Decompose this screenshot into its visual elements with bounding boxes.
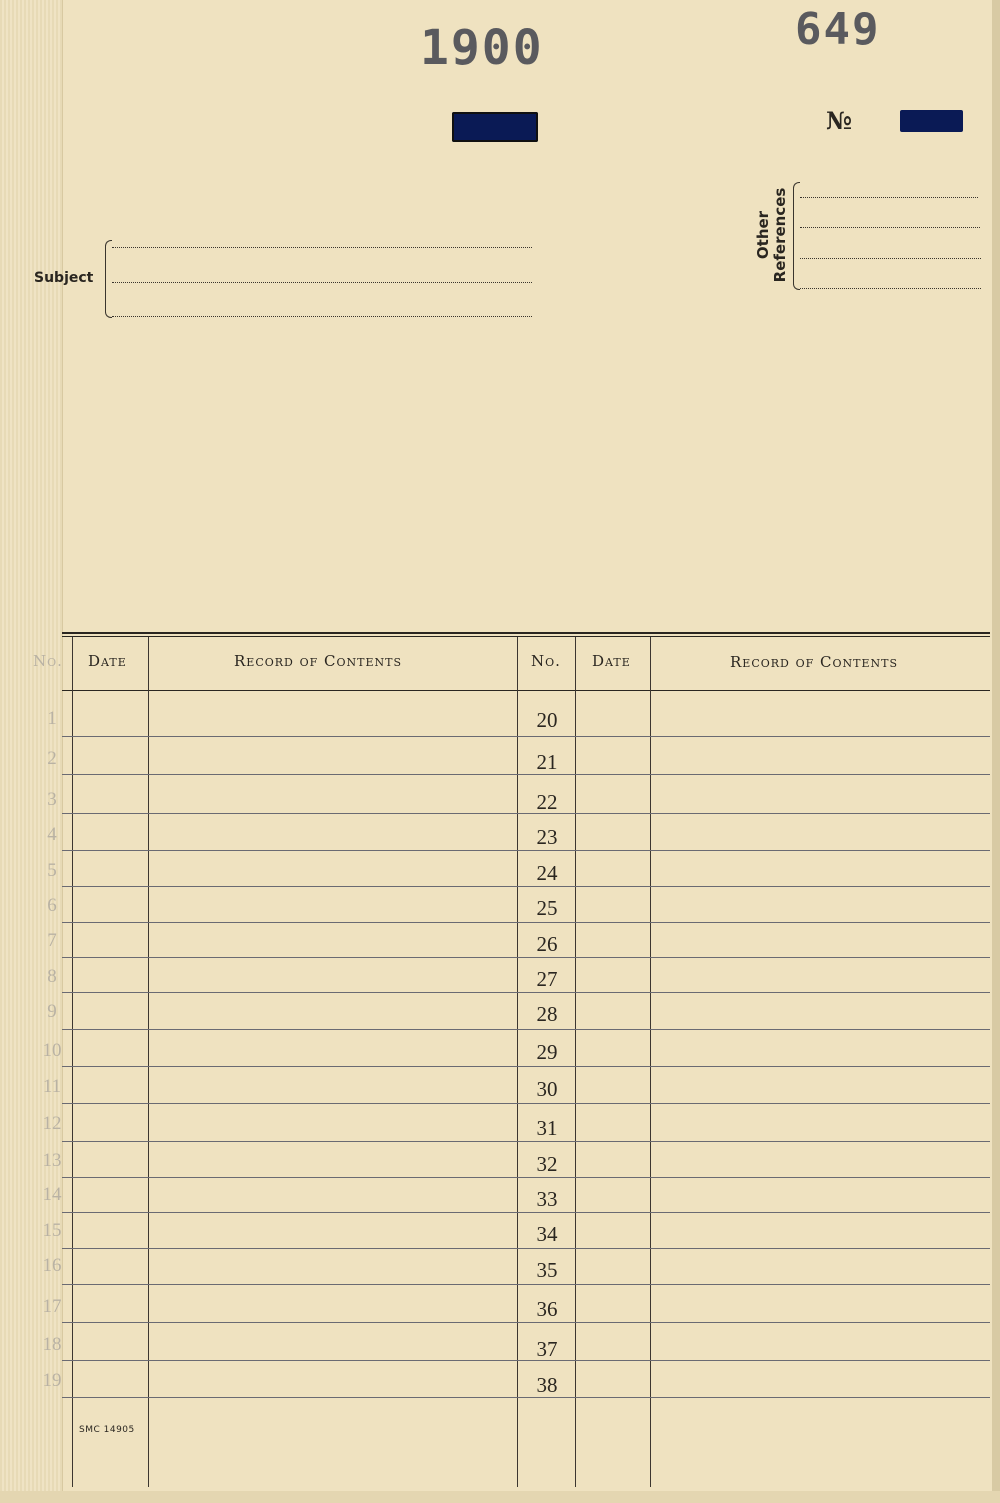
- row-number-right: 34: [536, 1222, 558, 1246]
- row-number-left: 12: [42, 1113, 62, 1134]
- table-row: [62, 1141, 990, 1142]
- other-references-label: [755, 180, 789, 290]
- row-number-right: 20: [536, 708, 558, 732]
- other-references-line2: References: [771, 187, 789, 283]
- redaction-mark: [452, 112, 538, 142]
- table-row: [62, 1284, 990, 1285]
- table-row: [62, 886, 990, 887]
- subject-line[interactable]: [112, 282, 532, 283]
- table-row: [62, 1103, 990, 1104]
- row-number-right: 22: [536, 790, 558, 814]
- row-number-right: 23: [536, 825, 558, 849]
- header-record-right: Record of Contents: [730, 653, 899, 671]
- row-number-right: 21: [536, 750, 558, 774]
- other-references-line[interactable]: [800, 197, 978, 198]
- row-number-right: 33: [536, 1187, 558, 1211]
- table-row: [62, 1177, 990, 1178]
- row-number-right: 25: [536, 896, 558, 920]
- row-number-left: 10: [42, 1040, 62, 1061]
- row-number-right: 36: [536, 1297, 558, 1321]
- subject-line[interactable]: [112, 316, 532, 317]
- subject-label: Subject: [34, 270, 94, 286]
- row-number-left: 15: [42, 1220, 62, 1241]
- header-no-left: No.: [33, 652, 63, 670]
- header-no-right: No.: [531, 652, 561, 670]
- table-row: [62, 736, 990, 737]
- row-number-right: 38: [536, 1373, 558, 1397]
- table-row: [62, 922, 990, 923]
- table-top-rule: [62, 632, 990, 634]
- other-references-line1: Other: [754, 210, 772, 260]
- row-number-right: 35: [536, 1258, 558, 1282]
- row-number-right: 30: [536, 1077, 558, 1101]
- row-number-left: 8: [47, 966, 57, 987]
- table-row: [62, 850, 990, 851]
- table-row: [62, 1066, 990, 1067]
- row-number-right: 26: [536, 932, 558, 956]
- table-row: [62, 992, 990, 993]
- page-edge-right: [992, 0, 1000, 1503]
- table-row: [62, 957, 990, 958]
- table-row: [62, 1029, 990, 1030]
- table-row: [62, 1212, 990, 1213]
- subject-brace: [105, 240, 112, 318]
- row-number-right: 24: [536, 861, 558, 885]
- row-number-left: 16: [42, 1255, 62, 1276]
- row-number-right: 37: [536, 1337, 558, 1361]
- row-number-left: 2: [47, 748, 57, 769]
- table-row: [62, 1322, 990, 1323]
- header-record-left: Record of Contents: [234, 652, 403, 670]
- subject-line[interactable]: [112, 247, 532, 248]
- row-number-left: 13: [42, 1150, 62, 1171]
- row-number-right: 31: [536, 1116, 558, 1140]
- row-number-right: 28: [536, 1002, 558, 1026]
- other-references-line[interactable]: [800, 288, 981, 289]
- row-number-right: 32: [536, 1152, 558, 1176]
- table-top-rule: [62, 636, 990, 637]
- table-header-rule: [62, 690, 990, 691]
- page-edge-bottom: [0, 1491, 1000, 1503]
- row-number-left: 14: [42, 1184, 62, 1205]
- row-number-left: 4: [47, 824, 57, 845]
- header-date-right: Date: [592, 652, 631, 670]
- table-row: [62, 1248, 990, 1249]
- row-number-left: 1: [47, 708, 57, 729]
- file-number-stamp: 649: [795, 4, 881, 55]
- row-number-left: 18: [42, 1334, 62, 1355]
- row-number-left: 9: [47, 1001, 57, 1022]
- row-number-left: 11: [42, 1076, 62, 1097]
- row-number-left: 3: [47, 789, 57, 810]
- other-references-line[interactable]: [800, 258, 981, 259]
- row-number-left: 17: [42, 1296, 62, 1317]
- form-code: SMC 14905: [79, 1425, 135, 1435]
- redaction-mark: [900, 110, 963, 132]
- row-number-left: 19: [42, 1370, 62, 1391]
- number-mark: №: [826, 106, 853, 135]
- row-number-left: 5: [47, 860, 57, 881]
- row-number-right: 29: [536, 1040, 558, 1064]
- row-number-left: 6: [47, 895, 57, 916]
- other-references-line[interactable]: [800, 227, 980, 228]
- year-stamp: 1900: [420, 20, 544, 76]
- row-number-left: 7: [47, 930, 57, 951]
- other-references-brace: [793, 182, 800, 290]
- row-number-right: 27: [536, 967, 558, 991]
- header-date-left: Date: [88, 652, 127, 670]
